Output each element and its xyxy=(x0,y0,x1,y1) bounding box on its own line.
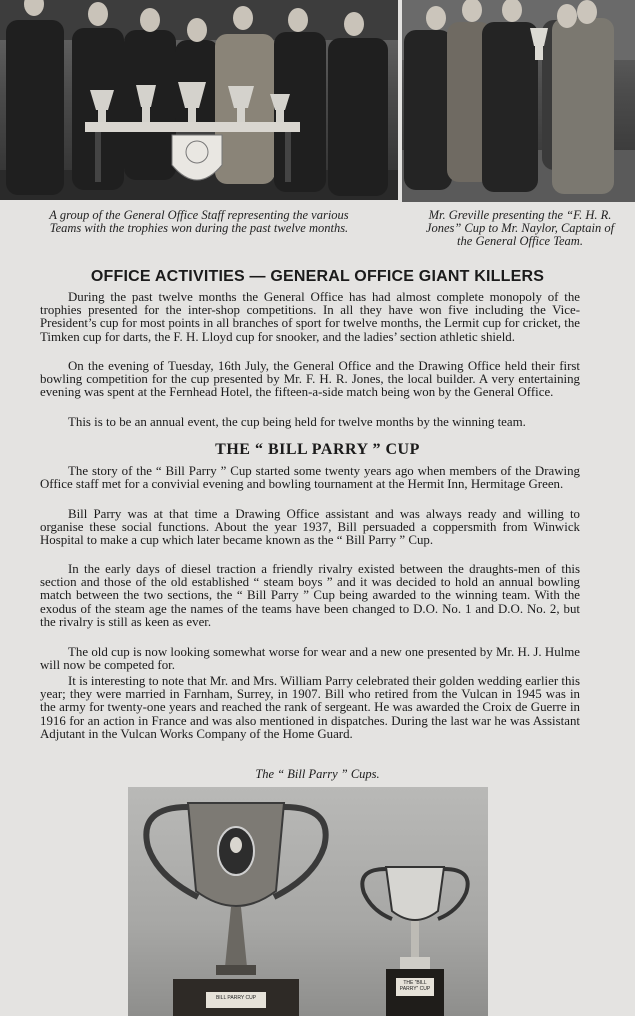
cup-presentation-illustration xyxy=(402,0,635,202)
bill-parry-cups-photo xyxy=(128,787,488,1016)
staff-trophies-illustration xyxy=(0,0,398,200)
article2-paragraph-5: It is interesting to note that Mr. and Mrs. William Parry celebrated their golden wedding earlier this year; they were married in Farnham, Surrey, in 1907. Bill who retired from the Vulcan in 1945 was in the army for twenty-one years and reached the rank of sergeant. He was awarded the Croix de Guerre in 1916 for an action in France and was also mentioned in dispatches. During the last war he was Assistant Adjutant in the Vulcan Works Company of the Home Guard. xyxy=(40,674,580,741)
article1-paragraph-3: This is to be an annual event, the cup being held for twelve months by the winning team. xyxy=(68,415,526,429)
article2-paragraph-2: Bill Parry was at that time a Drawing Office assistant and was always ready and willing to organise these social functions. About the year 1937, Bill persuaded a coppersmith from Winwick Hospital to make a cup which later became known as the “ Bill Parry ” Cup. xyxy=(40,507,580,548)
cups-photo-caption: The “ Bill Parry ” Cups. xyxy=(255,767,380,781)
bill-parry-cup-heading: THE “ BILL PARRY ” CUP xyxy=(215,441,420,458)
old-cup-plaque: BILL PARRY CUP xyxy=(215,995,257,1001)
cup-presentation-photo xyxy=(402,0,635,202)
presentation-photo-caption: Mr. Greville presenting the “F. H. R. Jones” Cup to Mr. Naylor, Captain of the General Office Team. xyxy=(425,208,615,248)
article1-paragraph-1: During the past twelve months the General Office has had almost complete monopoly of the trophies presented for the inter-shop competitions. In all they have won five including the Vice-President’s cup for most points in all branches of sport for twelve months, the Lermit cup for cricket, the Timken cup for darts, the F. H. Lloyd cup for snooker, and the ladies’ section athletic shield. xyxy=(40,290,580,344)
article2-paragraph-1: The story of the “ Bill Parry ” Cup started some twenty years ago when members of the Drawing Office staff met for a convivial evening and bowling tournament at the Hermit Inn, Hermitage Green. xyxy=(40,464,580,492)
new-cup-plaque: THE “BILL PARRY” CUP xyxy=(399,980,431,992)
staff-photo-caption: A group of the General Office Staff representing the various Teams with the trophies won during the past twelve months. xyxy=(49,208,349,235)
article2-paragraph-3: In the early days of diesel traction a friendly rivalry existed between the draughts-men of this section and those of the old established “ steam boys ” and it was decided to hold an annual bowling match between the two sections, the “ Bill Parry ” Cup being awarded to the winning team. With the exodus of the steam age the names of the teams have been changed to D.O. No. 1 and D.O. No. 2, but the rivalry is still as keen as ever. xyxy=(40,562,580,629)
article1-paragraph-2: On the evening of Tuesday, 16th July, the General Office and the Drawing Office held their first bowling competition for the cup presented by Mr. F. H. R. Jones, the local builder. A very entertaining evening was spent at the Fernhead Hotel, the fifteen-a-side match being won by the General Office. xyxy=(40,359,580,400)
article2-paragraph-4: The old cup is now looking somewhat worse for wear and a new one presented by Mr. H. J. Hulme will now be competed for. xyxy=(40,645,580,673)
staff-trophies-photo xyxy=(0,0,398,200)
office-activities-heading: OFFICE ACTIVITIES — GENERAL OFFICE GIANT KILLERS xyxy=(90,268,545,285)
cups-illustration xyxy=(128,787,488,1016)
